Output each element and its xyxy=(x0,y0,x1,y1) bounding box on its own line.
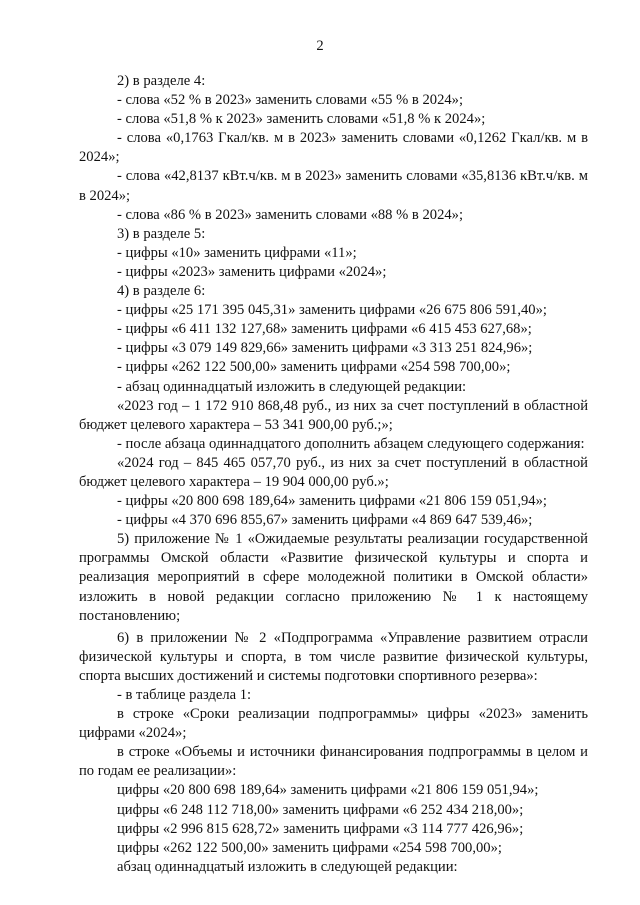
paragraph: 4) в разделе 6: xyxy=(117,283,206,300)
paragraph: 3) в разделе 5: xyxy=(117,225,206,242)
paragraph: - слова «0,1763 Гкал/кв. м в 2023» заменить словами «0,1262 Гкал/кв. м в 2024»; xyxy=(79,130,588,166)
paragraph: - абзац одиннадцатый изложить в следующей редакции: xyxy=(117,378,467,395)
paragraph: - после абзаца одиннадцатого дополнить абзацем следующего содержания: xyxy=(117,435,585,452)
document-body xyxy=(79,72,588,877)
paragraph: 6) в приложении № 2 «Подпрограмма «Управление развитием отрасли физической культуры и спорта, в том числе развитие физической культуры, спорта высших достижений и системы подготовки спортивного резерва»: xyxy=(79,629,588,684)
paragraph: - цифры «2023» заменить цифрами «2024»; xyxy=(117,263,387,280)
paragraph: «2023 год – 1 172 910 868,48 руб., из них за счет поступлений в областной бюджет целевого характера – 53 341 900,00 руб.;»; xyxy=(79,397,588,433)
paragraph: - цифры «10» заменить цифрами «11»; xyxy=(117,244,357,261)
paragraph: - слова «52 % в 2023» заменить словами «55 % в 2024»; xyxy=(117,92,464,109)
page-number: 2 xyxy=(316,38,324,54)
paragraph: - цифры «4 370 696 855,67» заменить цифрами «4 869 647 539,46»; xyxy=(117,512,533,529)
paragraph: - слова «51,8 % к 2023» заменить словами «51,8 % к 2024»; xyxy=(117,111,486,128)
paragraph: - цифры «25 171 395 045,31» заменить цифрами «26 675 806 591,40»; xyxy=(117,302,547,319)
paragraph: - цифры «262 122 500,00» заменить цифрами «254 598 700,00»; xyxy=(117,359,511,376)
paragraph: 5) приложение № 1 «Ожидаемые результаты реализации государственной программы Омской области «Развитие физической культуры и спорта и реализация мероприятий в сфере молодежной политики в Омской области» изложить в новой редакции согласно приложению № 1 к настоящему постановлению; xyxy=(79,531,588,624)
paragraph: 2) в разделе 4: xyxy=(117,73,206,89)
paragraph: цифры «2 996 815 628,72» заменить цифрами «3 114 777 426,96»; xyxy=(117,820,524,837)
paragraph: - цифры «6 411 132 127,68» заменить цифрами «6 415 453 627,68»; xyxy=(117,321,532,338)
paragraph: цифры «6 248 112 718,00» заменить цифрами «6 252 434 218,00»; xyxy=(117,801,524,818)
paragraph: - цифры «3 079 149 829,66» заменить цифрами «3 313 251 824,96»; xyxy=(117,340,533,357)
paragraph: - слова «86 % в 2023» заменить словами «88 % в 2024»; xyxy=(117,206,464,223)
paragraph: цифры «262 122 500,00» заменить цифрами «254 598 700,00»; xyxy=(117,839,502,856)
paragraph: в строке «Сроки реализации подпрограммы» цифры «2023» заменить цифрами «2024»; xyxy=(79,706,588,742)
paragraph: цифры «20 800 698 189,64» заменить цифрами «21 806 159 051,94»; xyxy=(117,782,539,799)
paragraph: в строке «Объемы и источники финансирования подпрограммы в целом и по годам ее реализации»: xyxy=(79,744,588,780)
paragraph: абзац одиннадцатый изложить в следующей редакции: xyxy=(117,858,458,875)
paragraph: «2024 год – 845 465 057,70 руб., из них за счет поступлений в областной бюджет целевого характера – 19 904 000,00 руб.»; xyxy=(79,454,588,490)
paragraph: - в таблице раздела 1: xyxy=(117,687,252,703)
paragraph: - слова «42,8137 кВт.ч/кв. м в 2023» заменить словами «35,8136 кВт.ч/кв. м в 2024»; xyxy=(79,168,588,204)
paragraph: - цифры «20 800 698 189,64» заменить цифрами «21 806 159 051,94»; xyxy=(117,493,547,510)
